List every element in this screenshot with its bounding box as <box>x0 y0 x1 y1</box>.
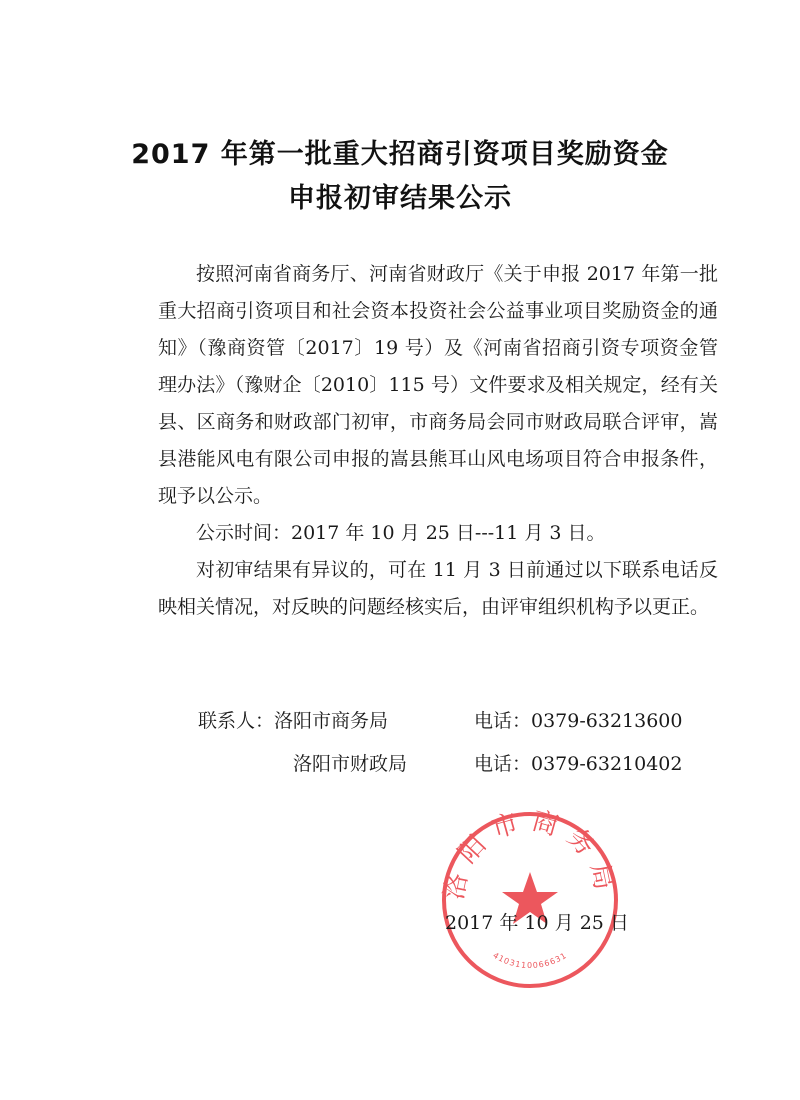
contact-label: 联系人： <box>198 710 275 732</box>
body-paragraph-1: 按照河南省商务厅、河南省财政厅《关于申报 2017 年第一批重大招商引资项目和社会资本投资社会公益事业项目奖励资金的通知》（豫商资管〔2017〕19 号）及《河南省招商引资专项资金管理办法》（豫财企〔2010〕115 号）文件要求及相关规定，经有关县、区商务和财政部门初审，市商务局会同市财政局联合评审，嵩县港能风电有限公司申报的嵩县熊耳山风电场项目符合申报条件，现予以公示。 <box>158 263 718 507</box>
seal-code-text: 4103110066631 <box>491 950 569 971</box>
contact-org-2: 洛阳市财政局 <box>293 753 408 775</box>
seal-arc-text: 洛阳市商务局 <box>439 805 621 903</box>
contact-org-1: 洛阳市商务局 <box>274 710 389 732</box>
document-date: 2017 年 10 月 25 日 <box>445 912 629 934</box>
document-body <box>158 256 718 626</box>
contact-phone-1: 电话：0379-63213600 <box>474 710 683 732</box>
contact-phone-2: 电话：0379-63210402 <box>474 753 683 775</box>
body-paragraph-3: 对初审结果有异议的，可在 11 月 3 日前通过以下联系电话反映相关情况，对反映的问题经核实后，由评审组织机构予以更正。 <box>158 559 718 618</box>
contact-phone-row-2 <box>474 750 682 778</box>
contact-row-1 <box>198 707 388 735</box>
contact-phone-row-1 <box>474 707 682 735</box>
contact-row-2 <box>293 750 407 778</box>
document-title-line-2: 申报初审结果公示 <box>288 183 512 214</box>
body-paragraph-2: 公示时间：2017 年 10 月 25 日---11 月 3 日。 <box>196 522 606 544</box>
official-seal-stamp <box>430 800 630 1000</box>
document-title-line-1: 2017 年第一批重大招商引资项目奖励资金 <box>131 139 669 170</box>
